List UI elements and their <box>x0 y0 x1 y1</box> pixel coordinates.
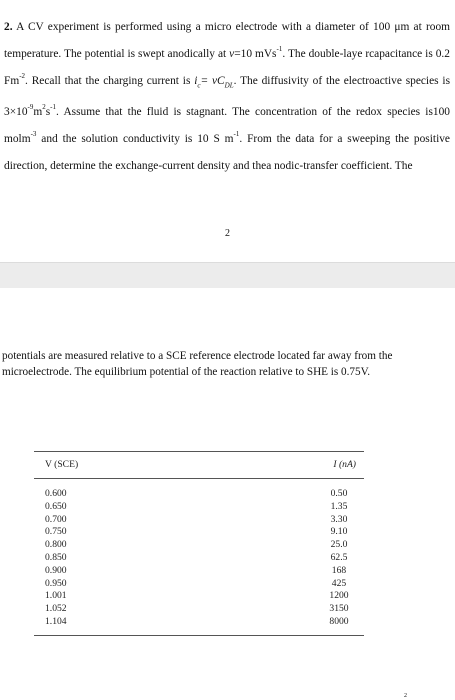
diffusivity-unit-exponent: -1 <box>50 103 57 112</box>
continuation-paragraph: potentials are measured relative to a SCE reference electrode located far away from the microelectrode. The equilibrium potential of the reaction relative to SHE is 0.75V. <box>2 350 393 378</box>
page-separator <box>0 262 455 290</box>
current-cell: 3.30 <box>330 513 348 525</box>
voltage-cell: 0.900 <box>45 564 67 576</box>
table-row <box>34 526 364 539</box>
charging-current-equation: = vC <box>200 75 225 87</box>
charging-current-symbol: i <box>194 75 198 87</box>
problem-text-part: . The diffusivity of the electroactive species is 3×10 <box>4 75 450 119</box>
diffusivity-unit-exponent: 2 <box>42 103 46 112</box>
sweep-rate-value: =10 mVs <box>234 48 277 60</box>
voltage-cell: 0.600 <box>45 488 67 499</box>
problem-text-part: . The double-laye rcapacitance is 0.2 Fm <box>4 48 450 87</box>
document-page-1 <box>0 0 455 262</box>
column-header-current: I (nA) <box>333 459 356 470</box>
page-number: 2 <box>225 228 230 239</box>
current-cell: 1.35 <box>330 500 348 512</box>
column-header-voltage: V (SCE) <box>45 459 79 470</box>
voltage-cell: 0.650 <box>45 500 67 512</box>
problem-text-part: A CV experiment is performed using a micro electrode with a diameter of 100 μm at room temperature. The potential is swept anodically at <box>4 21 450 60</box>
current-cell: 0.50 <box>330 488 348 499</box>
table-row <box>34 539 364 552</box>
voltage-cell: 0.800 <box>45 539 67 551</box>
voltage-cell: 1.001 <box>45 590 67 602</box>
document-page-2 <box>0 288 455 700</box>
data-table <box>34 451 364 636</box>
page-number-bottom: 2 <box>404 693 407 699</box>
voltage-cell: 0.850 <box>45 551 67 563</box>
problem-text-part: . From the data for a sweeping the positive direction, determine the exchange-current density and thea nodic-transfer coefficient. The <box>4 133 450 173</box>
problem-statement <box>4 14 450 180</box>
current-cell: 62.5 <box>330 551 348 563</box>
conductivity-exponent: -1 <box>233 130 240 139</box>
charging-current-equation-subscript: DL <box>224 81 234 90</box>
table-row <box>34 501 364 514</box>
voltage-cell: 0.950 <box>45 577 67 589</box>
table-row <box>34 578 364 591</box>
voltage-cell: 0.750 <box>45 526 67 538</box>
diffusivity-unit: m <box>33 106 43 119</box>
problem-text-part: . Recall that the charging current is <box>25 75 191 87</box>
current-cell: 3150 <box>329 603 349 615</box>
table-row <box>34 616 364 629</box>
table-row <box>34 565 364 578</box>
current-cell: 9.10 <box>330 526 348 538</box>
table-row <box>34 514 364 527</box>
voltage-cell: 1.104 <box>45 615 67 627</box>
current-cell: 168 <box>331 564 347 576</box>
charging-current-subscript: c <box>197 81 201 90</box>
problem-number: 2. <box>4 21 13 33</box>
voltage-cell: 0.700 <box>45 513 67 525</box>
current-cell: 25.0 <box>330 539 348 551</box>
table-row <box>34 603 364 616</box>
sweep-rate-symbol: v <box>229 48 235 60</box>
table-body <box>34 488 364 629</box>
table-header-rule <box>34 478 364 479</box>
diffusivity-exponent: -9 <box>27 103 34 112</box>
current-cell: 425 <box>331 577 347 589</box>
capacitance-exponent: -2 <box>19 72 26 80</box>
table-row <box>34 552 364 565</box>
diffusivity-unit: s <box>45 106 51 119</box>
table-bottom-rule <box>34 635 364 636</box>
current-cell: 8000 <box>329 615 349 627</box>
current-cell: 1200 <box>329 590 349 602</box>
problem-text-part: and the solution conductivity is 10 S m <box>41 133 234 146</box>
table-row <box>34 488 364 501</box>
problem-text-part: . Assume that the fluid is stagnant. The concentration of the redox species is100 molm <box>4 106 450 146</box>
voltage-cell: 1.052 <box>45 603 67 615</box>
table-row <box>34 590 364 603</box>
table-header <box>34 452 364 478</box>
sweep-rate-exponent: -1 <box>276 45 283 53</box>
concentration-exponent: -3 <box>30 130 37 139</box>
